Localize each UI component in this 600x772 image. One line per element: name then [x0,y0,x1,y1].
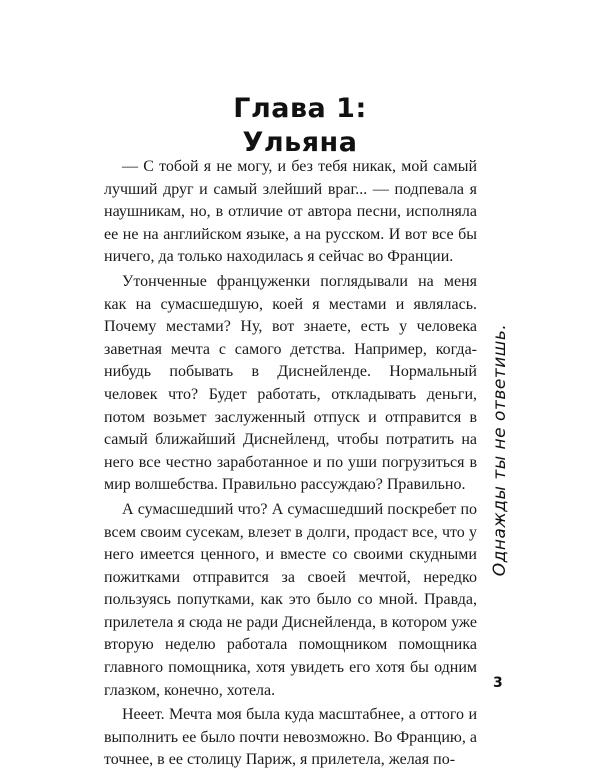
paragraph-3: А сумасшедший что? А сумасшедший поскребет по всем своим сусекам, влезет в долги, продаст все, что у него имеется ценного, и вместе со своими скудными пожитками отправится за своей мечтой, нередко пользуясь попутками, как это было со мной. Правда, прилетела я сюда не ради Диснейленда, в котором уже вторую неделю работала помощником помощника главного помощника, хотя увидеть его хотя бы одним глазком, конечно, хотела. [104,500,477,699]
page-number: 3 [493,675,503,691]
paragraph-2: Утонченные француженки поглядывали на меня как на сумасшедшую, коей я местами и являлась. Почему местами? Ну, вот знаете, есть у человека заветная мечта с самого детства. Например, когда-нибудь побывать в Диснейленде. Нормальный человек что? Будет работать, откладывать деньги, потом возьмет заслуженный отпуск и отправится в самый ближайший Диснейленд, чтобы потратить на него все честно заработанное и по уши погрузиться в мир волшебства. Правильно рассуждаю? Правильно. [104,272,477,494]
body-text [104,156,477,772]
chapter-number: Глава 1: [233,93,367,124]
paragraph-4: Нееет. Мечта моя была куда масштабнее, а оттого и выполнить ее было почти невозможно. Во Францию, а точнее, в ее столицу Париж, я прилетела, желая по- [104,706,477,769]
chapter-heading [0,92,600,160]
paragraph-1: — С тобой я не могу, и без тебя никак, мой самый лучший друг и самый злейший враг... — подпевала я наушникам, но, в отличие от автора песни, исполняла ее не на английском языке, а на русском. И вот все бы ничего, да только находилась я сейчас во Франции. [104,158,477,266]
running-title-text: Однажды ты не ответишь. [490,323,510,577]
chapter-title: Ульяна [242,127,358,158]
